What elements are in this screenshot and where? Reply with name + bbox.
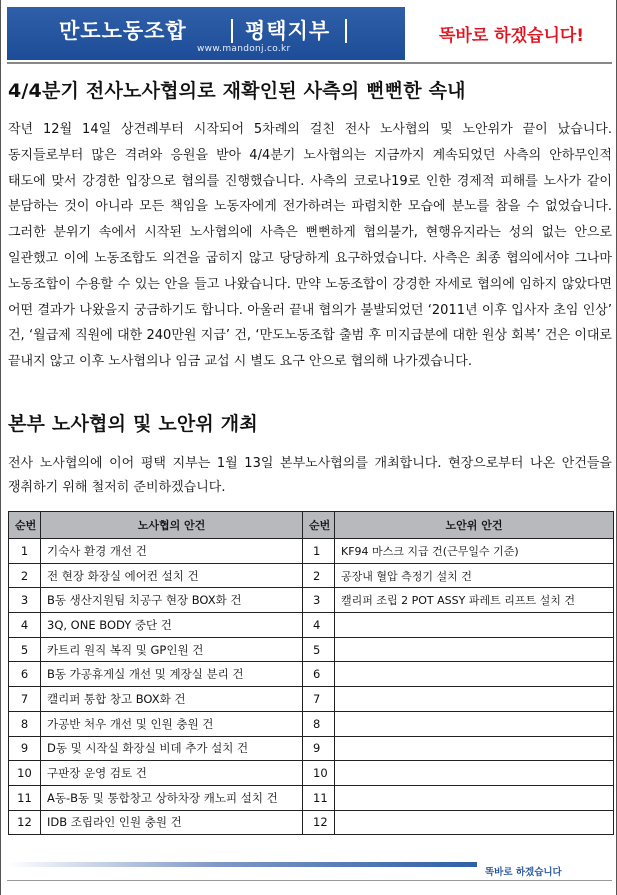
agenda-table: [8, 511, 614, 835]
table-row: [9, 785, 614, 810]
row-number-labor: 8: [9, 711, 41, 736]
header-divider: [231, 19, 233, 43]
col-header-no: 순번: [9, 512, 41, 539]
article-title: 4/4분기 전사노사협의로 재확인된 사측의 뻔뻔한 속내: [8, 80, 466, 102]
labor-agenda-cell: 카트리 원직 복직 및 GP인원 건: [41, 637, 303, 662]
labor-agenda-cell: IDB 조립라인 인원 충원 건: [41, 810, 303, 835]
row-number-safety: 9: [303, 736, 335, 761]
row-number-labor: 10: [9, 761, 41, 786]
row-number-labor: 11: [9, 785, 41, 810]
row-number-safety: 6: [303, 662, 335, 687]
row-number-labor: 5: [9, 637, 41, 662]
col-header-no: 순번: [303, 512, 335, 539]
section-title: 본부 노사협의 및 노안위 개최: [8, 413, 258, 435]
labor-agenda-cell: 가공반 처우 개선 및 인원 충원 건: [41, 711, 303, 736]
table-row: [9, 687, 614, 712]
safety-agenda-cell: [335, 736, 614, 761]
table-row: [9, 711, 614, 736]
row-number-labor: 1: [9, 539, 41, 564]
labor-agenda-cell: B동 가공휴게실 개선 및 계장실 분리 건: [41, 662, 303, 687]
row-number-labor: 9: [9, 736, 41, 761]
safety-agenda-cell: [335, 761, 614, 786]
row-number-safety: 4: [303, 613, 335, 638]
col-header-labor-agenda: 노사협의 안건: [41, 512, 303, 539]
header-slogan: 똑바로 하겠습니다!: [439, 26, 585, 46]
safety-agenda-cell: KF94 마스크 지급 건(근무일수 기준): [335, 539, 614, 564]
table-header-row: [9, 512, 614, 539]
safety-agenda-cell: 캘리퍼 조립 2 POT ASSY 파레트 리프트 설치 건: [335, 588, 614, 613]
footer-gradient-rule: [7, 862, 477, 867]
row-number-safety: 5: [303, 637, 335, 662]
row-number-safety: 2: [303, 563, 335, 588]
row-number-safety: 3: [303, 588, 335, 613]
row-number-safety: 8: [303, 711, 335, 736]
table-row: [9, 810, 614, 835]
table-row: [9, 662, 614, 687]
safety-agenda-cell: [335, 785, 614, 810]
header-brand-panel: [7, 7, 405, 60]
row-number-labor: 7: [9, 687, 41, 712]
section-body: 전사 노사협의에 이어 평택 지부는 1월 13일 본부노사협의를 개최합니다. 현장으로부터 나온 안건들을 쟁취하기 위해 철저히 준비하겠습니다.: [8, 456, 612, 495]
row-number-safety: 10: [303, 761, 335, 786]
header-divider-rule: [7, 62, 612, 64]
table-row: [9, 588, 614, 613]
branch-name: 평택지부: [245, 19, 331, 43]
table-row: [9, 613, 614, 638]
labor-agenda-cell: 전 현장 화장실 에어컨 설치 건: [41, 563, 303, 588]
safety-agenda-cell: [335, 637, 614, 662]
labor-agenda-cell: 기숙사 환경 개선 건: [41, 539, 303, 564]
safety-agenda-cell: 공장내 혈압 측정기 설치 건: [335, 563, 614, 588]
footer-slogan: 똑바로 하겠습니다: [485, 867, 562, 878]
table-row: [9, 539, 614, 564]
labor-agenda-cell: D동 및 시작실 화장실 비데 추가 설치 건: [41, 736, 303, 761]
labor-agenda-cell: A동-B동 및 통합창고 상하차장 캐노피 설치 건: [41, 785, 303, 810]
article-body: 작년 12월 14일 상견례부터 시작되어 5차례의 걸친 전사 노사협의 및 노안위가 끝이 났습니다. 동지들로부터 많은 격려와 응원을 받아 4/4분기 노사협의는 지금까지 계속되었던 사측의 안하무인적 태도에 맞서 강경한 입장으로 협의를 진행했습니다. 사측의 코로나19로 인한 경제적 피해를 노사가 같이 분담하는 것이 아니라 모든 책임을 노동자에게 전가하려는 파렴치한 모습에 분노를 참을 수 없었습니다. 그러한 분위기 속에서 시작된 노사협의에 사측은 뻔뻔하게 협의불가, 현행유지라는 성의 없는 안으로 일관했고 이에 노동조합도 의견을 굽히지 않고 당당하게 요구하였습니다. 사측은 최종 협의에서야 그나마 노동조합이 수용할 수 있는 안을 들고 나왔습니다. 만약 노동조합이 강경한 자세로 협의에 임하지 않았다면 어떤 결과가 나왔을지 궁금하기도 합니다. 아울러 끝내 협의가 불발되었던 ‘2011년 이후 입사자 초임 인상’ 건, ‘월급제 직원에 대한 240만원 지급’ 건, ‘만도노동조합 출범 후 미지급분에 대한 원상 회복’ 건은 이대로 끝내지 않고 이후 노사협의나 임금 교섭 시 별도 요구 안으로 협의해 나가겠습니다.: [8, 122, 612, 370]
row-number-safety: 1: [303, 539, 335, 564]
row-number-labor: 6: [9, 662, 41, 687]
labor-agenda-cell: 3Q, ONE BODY 중단 건: [41, 613, 303, 638]
safety-agenda-cell: [335, 662, 614, 687]
table-row: [9, 736, 614, 761]
row-number-labor: 3: [9, 588, 41, 613]
table-row: [9, 761, 614, 786]
header-divider: [345, 19, 347, 43]
labor-agenda-cell: B동 생산지원팀 치공구 현장 BOX화 건: [41, 588, 303, 613]
footer-rule: [7, 880, 612, 881]
header-banner: [7, 7, 612, 60]
col-header-safety-agenda: 노안위 안건: [335, 512, 614, 539]
row-number-labor: 2: [9, 563, 41, 588]
header-slogan-panel: [409, 7, 612, 60]
safety-agenda-cell: [335, 613, 614, 638]
agenda-table-body: [9, 539, 614, 835]
row-number-safety: 11: [303, 785, 335, 810]
site-url[interactable]: www.mandonj.co.kr: [197, 44, 291, 54]
row-number-safety: 12: [303, 810, 335, 835]
safety-agenda-cell: [335, 711, 614, 736]
row-number-labor: 4: [9, 613, 41, 638]
safety-agenda-cell: [335, 687, 614, 712]
row-number-safety: 7: [303, 687, 335, 712]
labor-agenda-cell: 캘리퍼 통합 창고 BOX화 건: [41, 687, 303, 712]
table-row: [9, 637, 614, 662]
safety-agenda-cell: [335, 810, 614, 835]
newsletter-page: [1, 0, 616, 895]
org-name: 만도노동조합: [59, 19, 187, 43]
row-number-labor: 12: [9, 810, 41, 835]
labor-agenda-cell: 구판장 운영 검토 건: [41, 761, 303, 786]
table-row: [9, 563, 614, 588]
